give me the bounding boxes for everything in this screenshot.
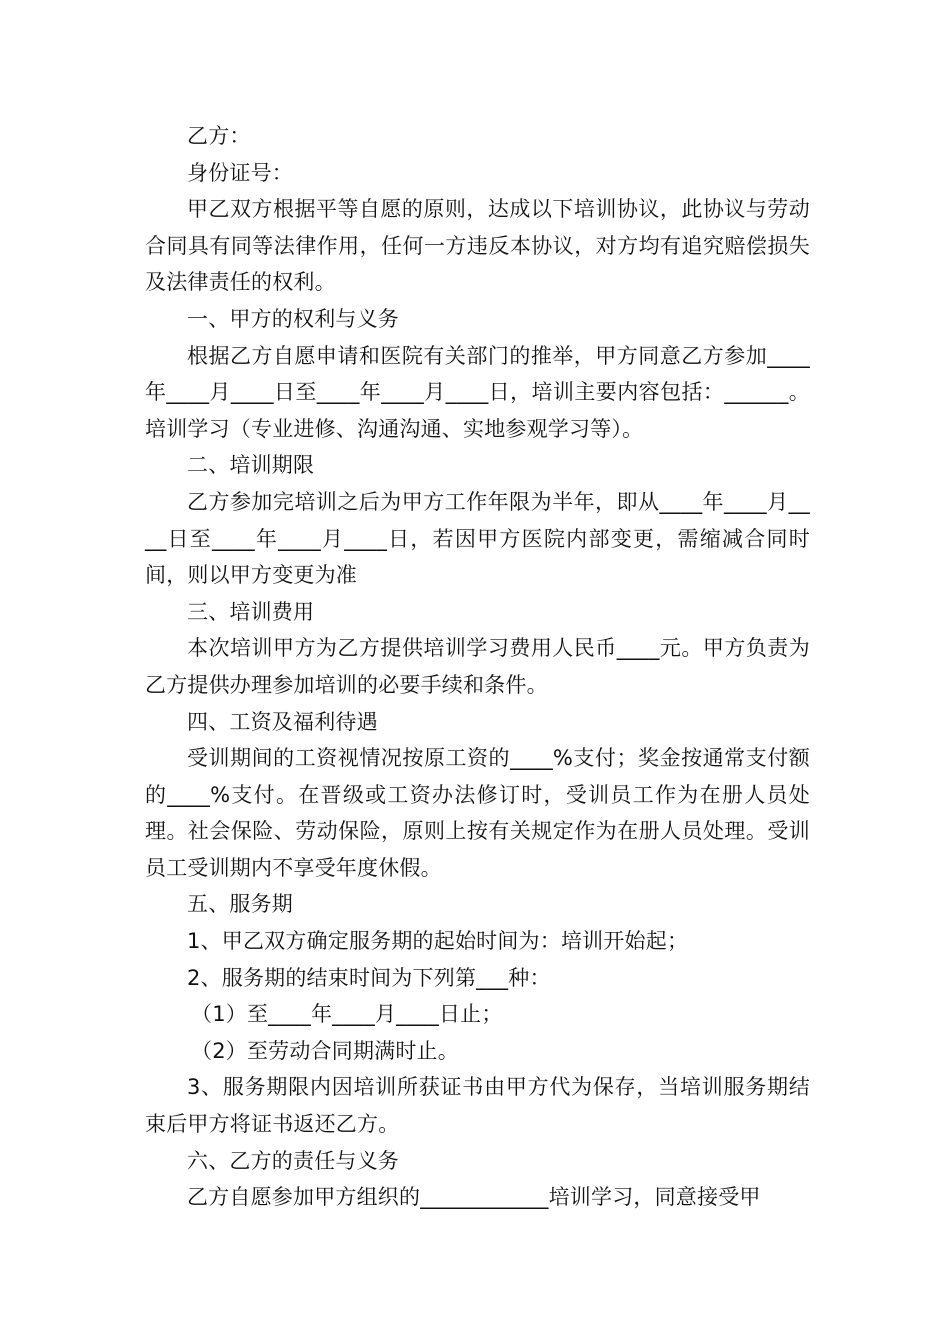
section-heading-2: 二、培训期限 (187, 453, 315, 478)
section-heading-3: 三、培训费用 (187, 599, 315, 624)
section-5-item-3: 3、服务期限内因培训所获证书由甲方代为保存，当培训服务期结束后甲方将证书返还乙方。 (145, 1075, 810, 1137)
section-heading-6: 六、乙方的责任与义务 (187, 1148, 399, 1173)
section-1-paragraph: 根据乙方自愿申请和医院有关部门的推举，甲方同意乙方参加____年____月____日至____年____月____日，培训主要内容包括：______。培训学习（专业进修、沟通沟通、实地参观学习等）。 (145, 343, 810, 441)
section-5-option-1: （1）至____年____月____日止； (191, 1002, 503, 1027)
section-heading-1: 一、甲方的权利与义务 (187, 306, 399, 331)
section-5-item-2: 2、服务期的结束时间为下列第___种： (187, 965, 551, 990)
section-heading-4: 四、工资及福利待遇 (187, 709, 378, 734)
party-b-line: 乙方： (187, 124, 251, 148)
document-body (145, 118, 810, 1216)
section-5-item-1: 1、甲乙双方确定服务期的起始时间为：培训开始起； (187, 929, 689, 954)
section-4-paragraph: 受训期间的工资视情况按原工资的____%支付；奖金按通常支付额的____%支付。在晋级或工资办法修订时，受训员工作为在册人员处理。社会保险、劳动保险，原则上按有关规定作为在册人员处理。受训员工受训期内不享受年度休假。 (145, 746, 810, 880)
section-3-paragraph: 本次培训甲方为乙方提供培训学习费用人民币____元。甲方负责为乙方提供办理参加培训的必要手续和条件。 (145, 636, 810, 697)
section-2-paragraph: 乙方参加完培训之后为甲方工作年限为半年，即从____年____月____日至____年____月____日，若因甲方医院内部变更，需缩减合同时间，则以甲方变更为准 (145, 489, 810, 588)
id-number-line: 身份证号： (187, 160, 293, 185)
section-6-paragraph: 乙方自愿参加甲方组织的____________培训学习，同意接受甲 (187, 1185, 761, 1210)
preamble-paragraph: 甲乙双方根据平等自愿的原则，达成以下培训协议，此协议与劳动合同具有同等法律作用，任何一方违反本协议，对方均有追究赔偿损失及法律责任的权利。 (145, 197, 810, 295)
section-heading-5: 五、服务期 (187, 892, 293, 917)
section-5-option-2: （2）至劳动合同期满时止。 (191, 1038, 459, 1063)
